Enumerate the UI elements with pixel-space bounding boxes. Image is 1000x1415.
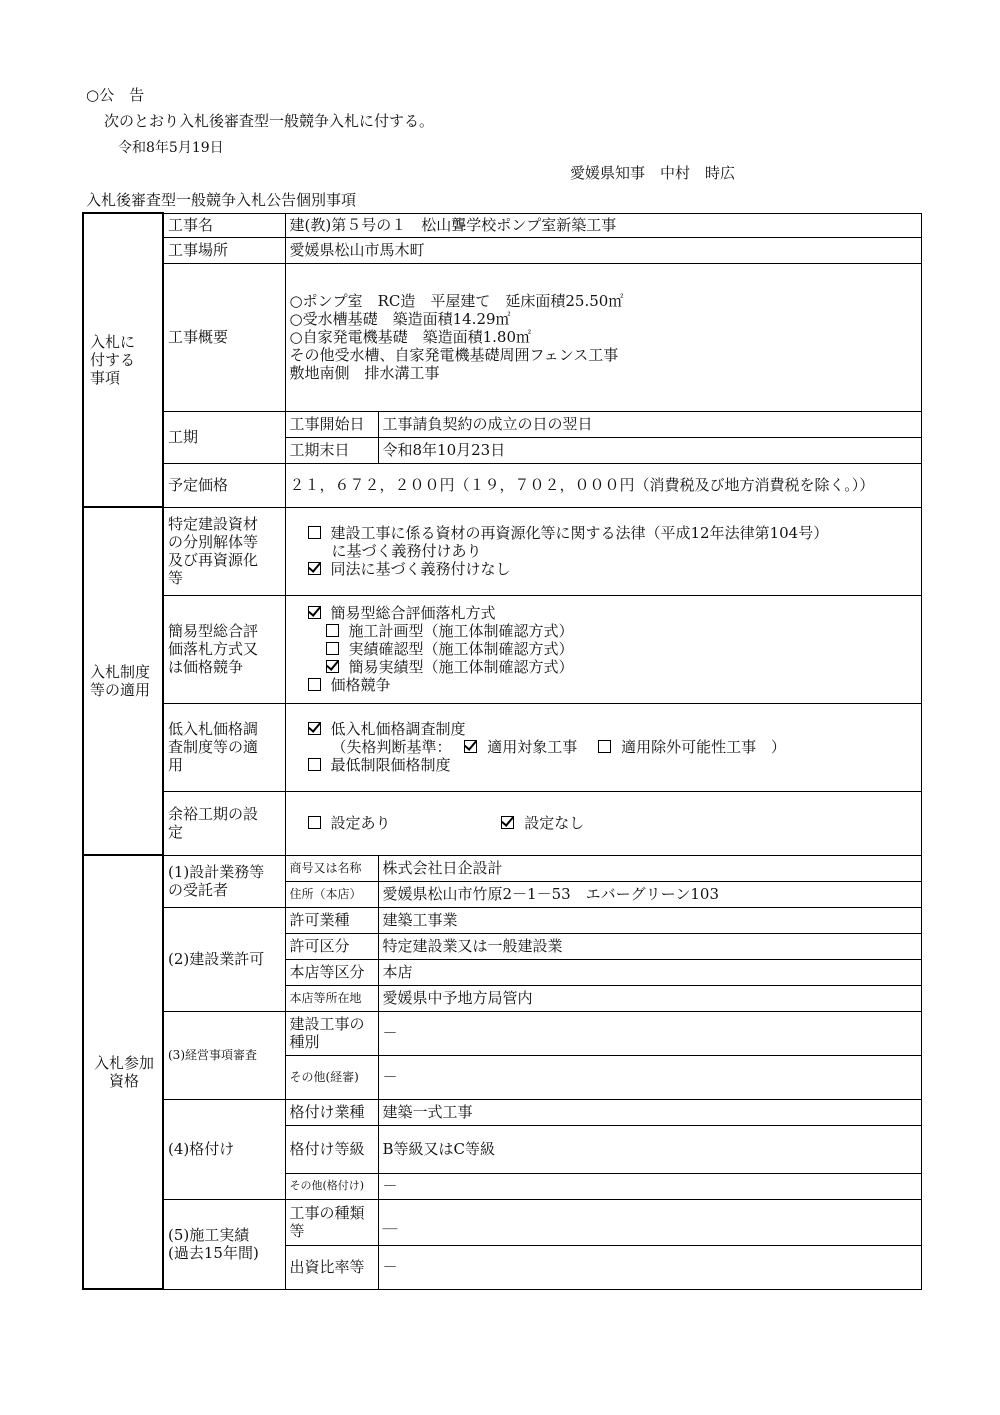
recycle-opt2: 同法に基づく義務付けなし xyxy=(330,560,511,578)
low-opt2: 最低制限価格制度 xyxy=(330,756,451,774)
checkbox-checked-icon[interactable] xyxy=(308,562,321,575)
overview-line: ○受水槽基礎 築造面積14.29㎡ xyxy=(289,310,511,328)
margin-opt2: 設定なし xyxy=(524,814,585,832)
notice-intro: 次のとおり入札後審査型一般競争入札に付する。 xyxy=(104,112,435,130)
mgmt-kind-label: 建設工事の 種別 xyxy=(285,1011,378,1055)
low-criteria-suffix: ） xyxy=(770,738,786,756)
end-label: 工期末日 xyxy=(285,437,378,463)
mgmt-kind: － xyxy=(378,1011,921,1055)
checkbox-checked-icon[interactable] xyxy=(326,660,339,673)
design-name: 株式会社日企設計 xyxy=(378,855,921,881)
eval-opt1a: 施工計画型（施工体制確認方式） xyxy=(348,622,574,640)
section-bid-items: 入札に 付する 事項 xyxy=(83,213,163,507)
checkbox-icon[interactable] xyxy=(326,642,339,655)
recycle-label: 特定建設資材 の分別解体等 及び再資源化 等 xyxy=(163,507,285,595)
margin-options xyxy=(285,791,921,855)
mgmt-other: － xyxy=(378,1055,921,1099)
end-value: 令和8年10月23日 xyxy=(378,437,921,463)
license-class: 特定建設業又は一般建設業 xyxy=(378,933,921,959)
checkbox-icon[interactable] xyxy=(308,526,321,539)
rank-other: － xyxy=(378,1173,921,1199)
mgmt-other-label: その他(経審) xyxy=(285,1055,378,1099)
design-label: (1)設計業務等 の受託者 xyxy=(163,855,285,907)
section-system: 入札制度 等の適用 xyxy=(83,507,163,855)
overview-line: 敷地南側 排水溝工事 xyxy=(289,364,440,382)
overview-value xyxy=(285,263,921,411)
eval-opt1b: 実績確認型（施工体制確認方式） xyxy=(348,640,574,658)
overview-line: ○ポンプ室 RC造 平屋建て 延床面積25.50㎡ xyxy=(289,292,624,310)
low-label: 低入札価格調 査制度等の適 用 xyxy=(163,703,285,791)
eval-opt1c: 簡易実績型（施工体制確認方式） xyxy=(348,658,574,676)
recycle-opt1b: に基づく義務付けあり xyxy=(331,542,482,560)
checkbox-icon[interactable] xyxy=(308,678,321,691)
license-label: (2)建設業許可 xyxy=(163,907,285,1011)
office-class-label: 本店等区分 xyxy=(285,959,378,985)
work-name: 建(教)第５号の１ 松山聾学校ポンプ室新築工事 xyxy=(285,213,921,237)
record-ratio-label: 出資比率等 xyxy=(285,1245,378,1289)
notice-table xyxy=(82,212,922,1290)
record-kind: ＿ xyxy=(378,1199,921,1245)
start-label: 工事開始日 xyxy=(285,411,378,437)
checkbox-icon[interactable] xyxy=(326,624,339,637)
low-criteria-prefix: （失格判断基準： xyxy=(331,738,452,756)
section-qualification: 入札参加 資格 xyxy=(83,855,163,1289)
start-value: 工事請負契約の成立の日の翌日 xyxy=(378,411,921,437)
checkbox-checked-icon[interactable] xyxy=(308,606,321,619)
record-ratio: － xyxy=(378,1245,921,1289)
notice-date: 令和8年5月19日 xyxy=(118,140,224,156)
price-value: ２１，６７２，２００円（１９，７０２，０００円（消費税及び地方消費税を除く。）） xyxy=(285,463,921,507)
notice-issuer: 愛媛県知事 中村 時広 xyxy=(570,164,736,182)
license-class-label: 許可区分 xyxy=(285,933,378,959)
overview-line: ○自家発電機基礎 築造面積1.80㎡ xyxy=(289,328,531,346)
table-title: 入札後審査型一般競争入札公告個別事項 xyxy=(86,191,357,209)
rank-grade: B等級又はC等級 xyxy=(378,1125,921,1173)
work-name-label: 工事名 xyxy=(163,213,285,237)
checkbox-checked-icon[interactable] xyxy=(464,740,477,753)
record-kind-label: 工事の種類 等 xyxy=(285,1199,378,1245)
checkbox-icon[interactable] xyxy=(308,758,321,771)
recycle-options xyxy=(285,507,921,595)
rank-label: (4)格付け xyxy=(163,1099,285,1199)
design-name-label: 商号又は名称 xyxy=(285,855,378,881)
rank-type-label: 格付け業種 xyxy=(285,1099,378,1125)
overview-label: 工事概要 xyxy=(163,263,285,411)
low-opt1: 低入札価格調査制度 xyxy=(330,720,466,738)
rank-type: 建築一式工事 xyxy=(378,1099,921,1125)
checkbox-icon[interactable] xyxy=(598,740,611,753)
office-loc-label: 本店等所在地 xyxy=(285,985,378,1011)
eval-opt1: 簡易型総合評価落札方式 xyxy=(330,604,496,622)
checkbox-checked-icon[interactable] xyxy=(308,722,321,735)
notice-heading: ○公 告 xyxy=(86,86,145,104)
office-loc: 愛媛県中予地方局管内 xyxy=(378,985,921,1011)
place-value: 愛媛県松山市馬木町 xyxy=(285,237,921,263)
low-options xyxy=(285,703,921,791)
margin-label: 余裕工期の設 定 xyxy=(163,791,285,855)
license-type-label: 許可業種 xyxy=(285,907,378,933)
price-label: 予定価格 xyxy=(163,463,285,507)
office-class: 本店 xyxy=(378,959,921,985)
eval-label: 簡易型総合評 価落札方式又 は価格競争 xyxy=(163,595,285,703)
rank-other-label: その他(格付け) xyxy=(285,1173,378,1199)
eval-opt2: 価格競争 xyxy=(330,676,391,694)
overview-line: その他受水槽、自家発電機基礎周囲フェンス工事 xyxy=(289,346,619,364)
recycle-opt1: 建設工事に係る資材の再資源化等に関する法律（平成12年法律第104号） xyxy=(330,524,829,542)
low-criteria-a: 適用対象工事 xyxy=(487,738,578,756)
design-addr-label: 住所（本店） xyxy=(285,881,378,907)
margin-opt1: 設定あり xyxy=(330,814,391,832)
design-addr: 愛媛県松山市竹原2－1－53 エバーグリーン103 xyxy=(378,881,921,907)
mgmt-label: (3)経営事項審査 xyxy=(163,1011,285,1099)
period-label: 工期 xyxy=(163,411,285,463)
low-criteria-b: 適用除外可能性工事 xyxy=(621,738,757,756)
checkbox-icon[interactable] xyxy=(308,816,321,829)
record-label: (5)施工実績 (過去15年間) xyxy=(163,1199,285,1289)
license-type: 建築工事業 xyxy=(378,907,921,933)
rank-grade-label: 格付け等級 xyxy=(285,1125,378,1173)
eval-options xyxy=(285,595,921,703)
place-label: 工事場所 xyxy=(163,237,285,263)
checkbox-checked-icon[interactable] xyxy=(501,816,514,829)
